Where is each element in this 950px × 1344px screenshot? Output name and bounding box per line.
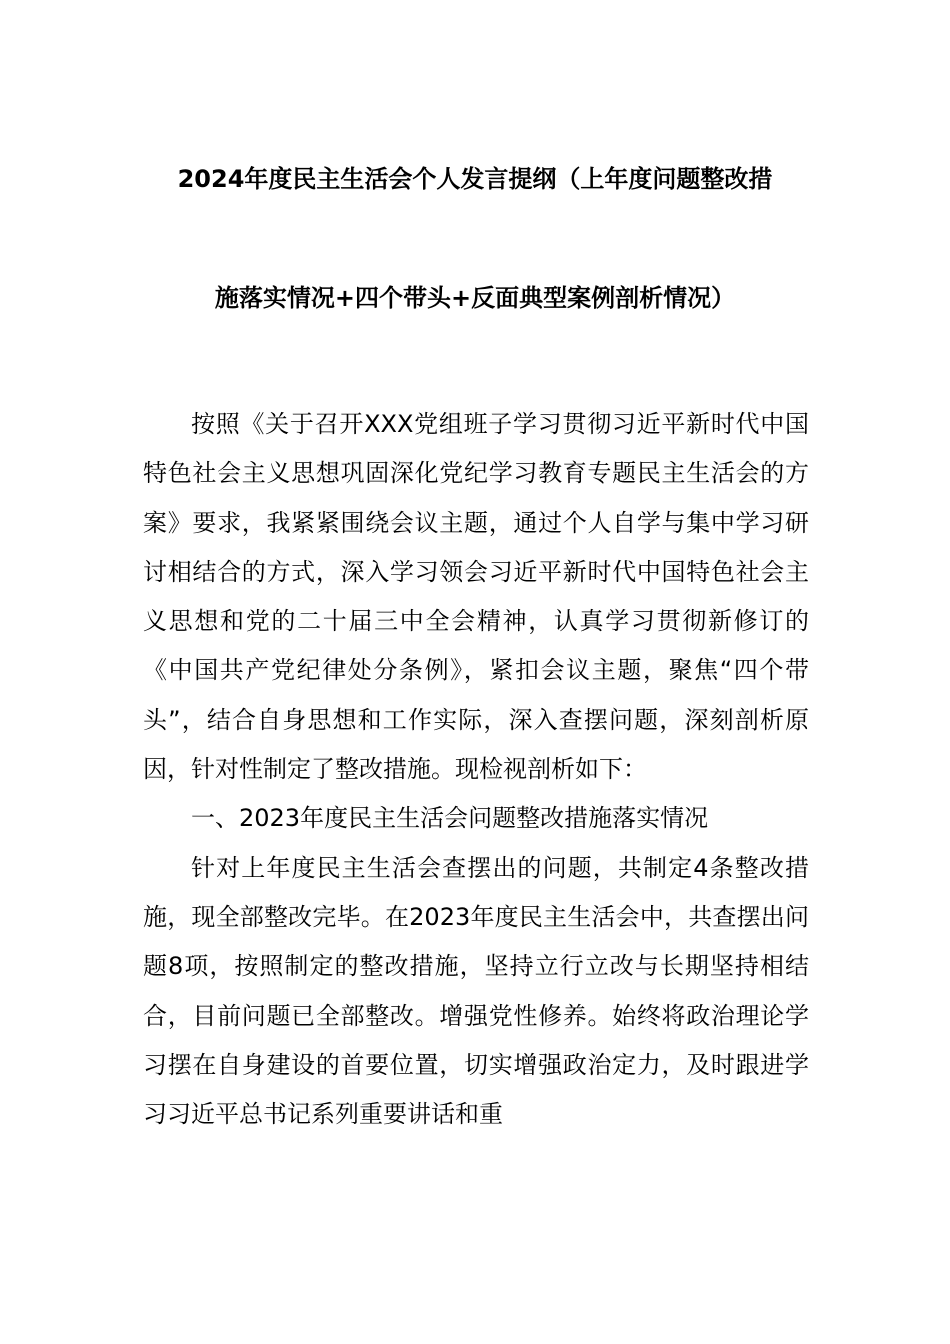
intro-paragraph: 按照《关于召开XXX党组班子学习贯彻习近平新时代中国特色社会主义思想巩固深化党纪学习教育专题民主生活会的方案》要求，我紧紧围绕会议主题，通过个人自学与集中学习研讨相结合的方式，深入学习领会习近平新时代中国特色社会主义思想和党的二十届三中全会精神，认真学习贯彻新修订的《中国共产党纪律处分条例》，紧扣会议主题，聚焦“四个带头”，结合自身思想和工作实际，深入查摆问题，深刻剖析原因，针对性制定了整改措施。现检视剖析如下： xyxy=(143,410,809,784)
document-body xyxy=(143,400,809,1139)
section-1-paragraph: 针对上年度民主生活会查摆出的问题，共制定4条整改措施，现全部整改完毕。在2023年度民主生活会中，共查摆出问题8项，按照制定的整改措施，坚持立行立改与长期坚持相结合，目前问题已全部整改。增强党性修养。始终将政治理论学习摆在自身建设的首要位置，切实增强政治定力，及时跟进学习习近平总书记系列重要讲话和重 xyxy=(143,853,809,1129)
document-title-line-2: 施落实情况+四个带头+反面典型案例剖析情况） xyxy=(214,284,736,312)
document-title-line-1: 2024年度民主生活会个人发言提纲（上年度问题整改措 xyxy=(177,165,773,193)
section-heading-1: 一、2023年度民主生活会问题整改措施落实情况 xyxy=(191,804,709,833)
